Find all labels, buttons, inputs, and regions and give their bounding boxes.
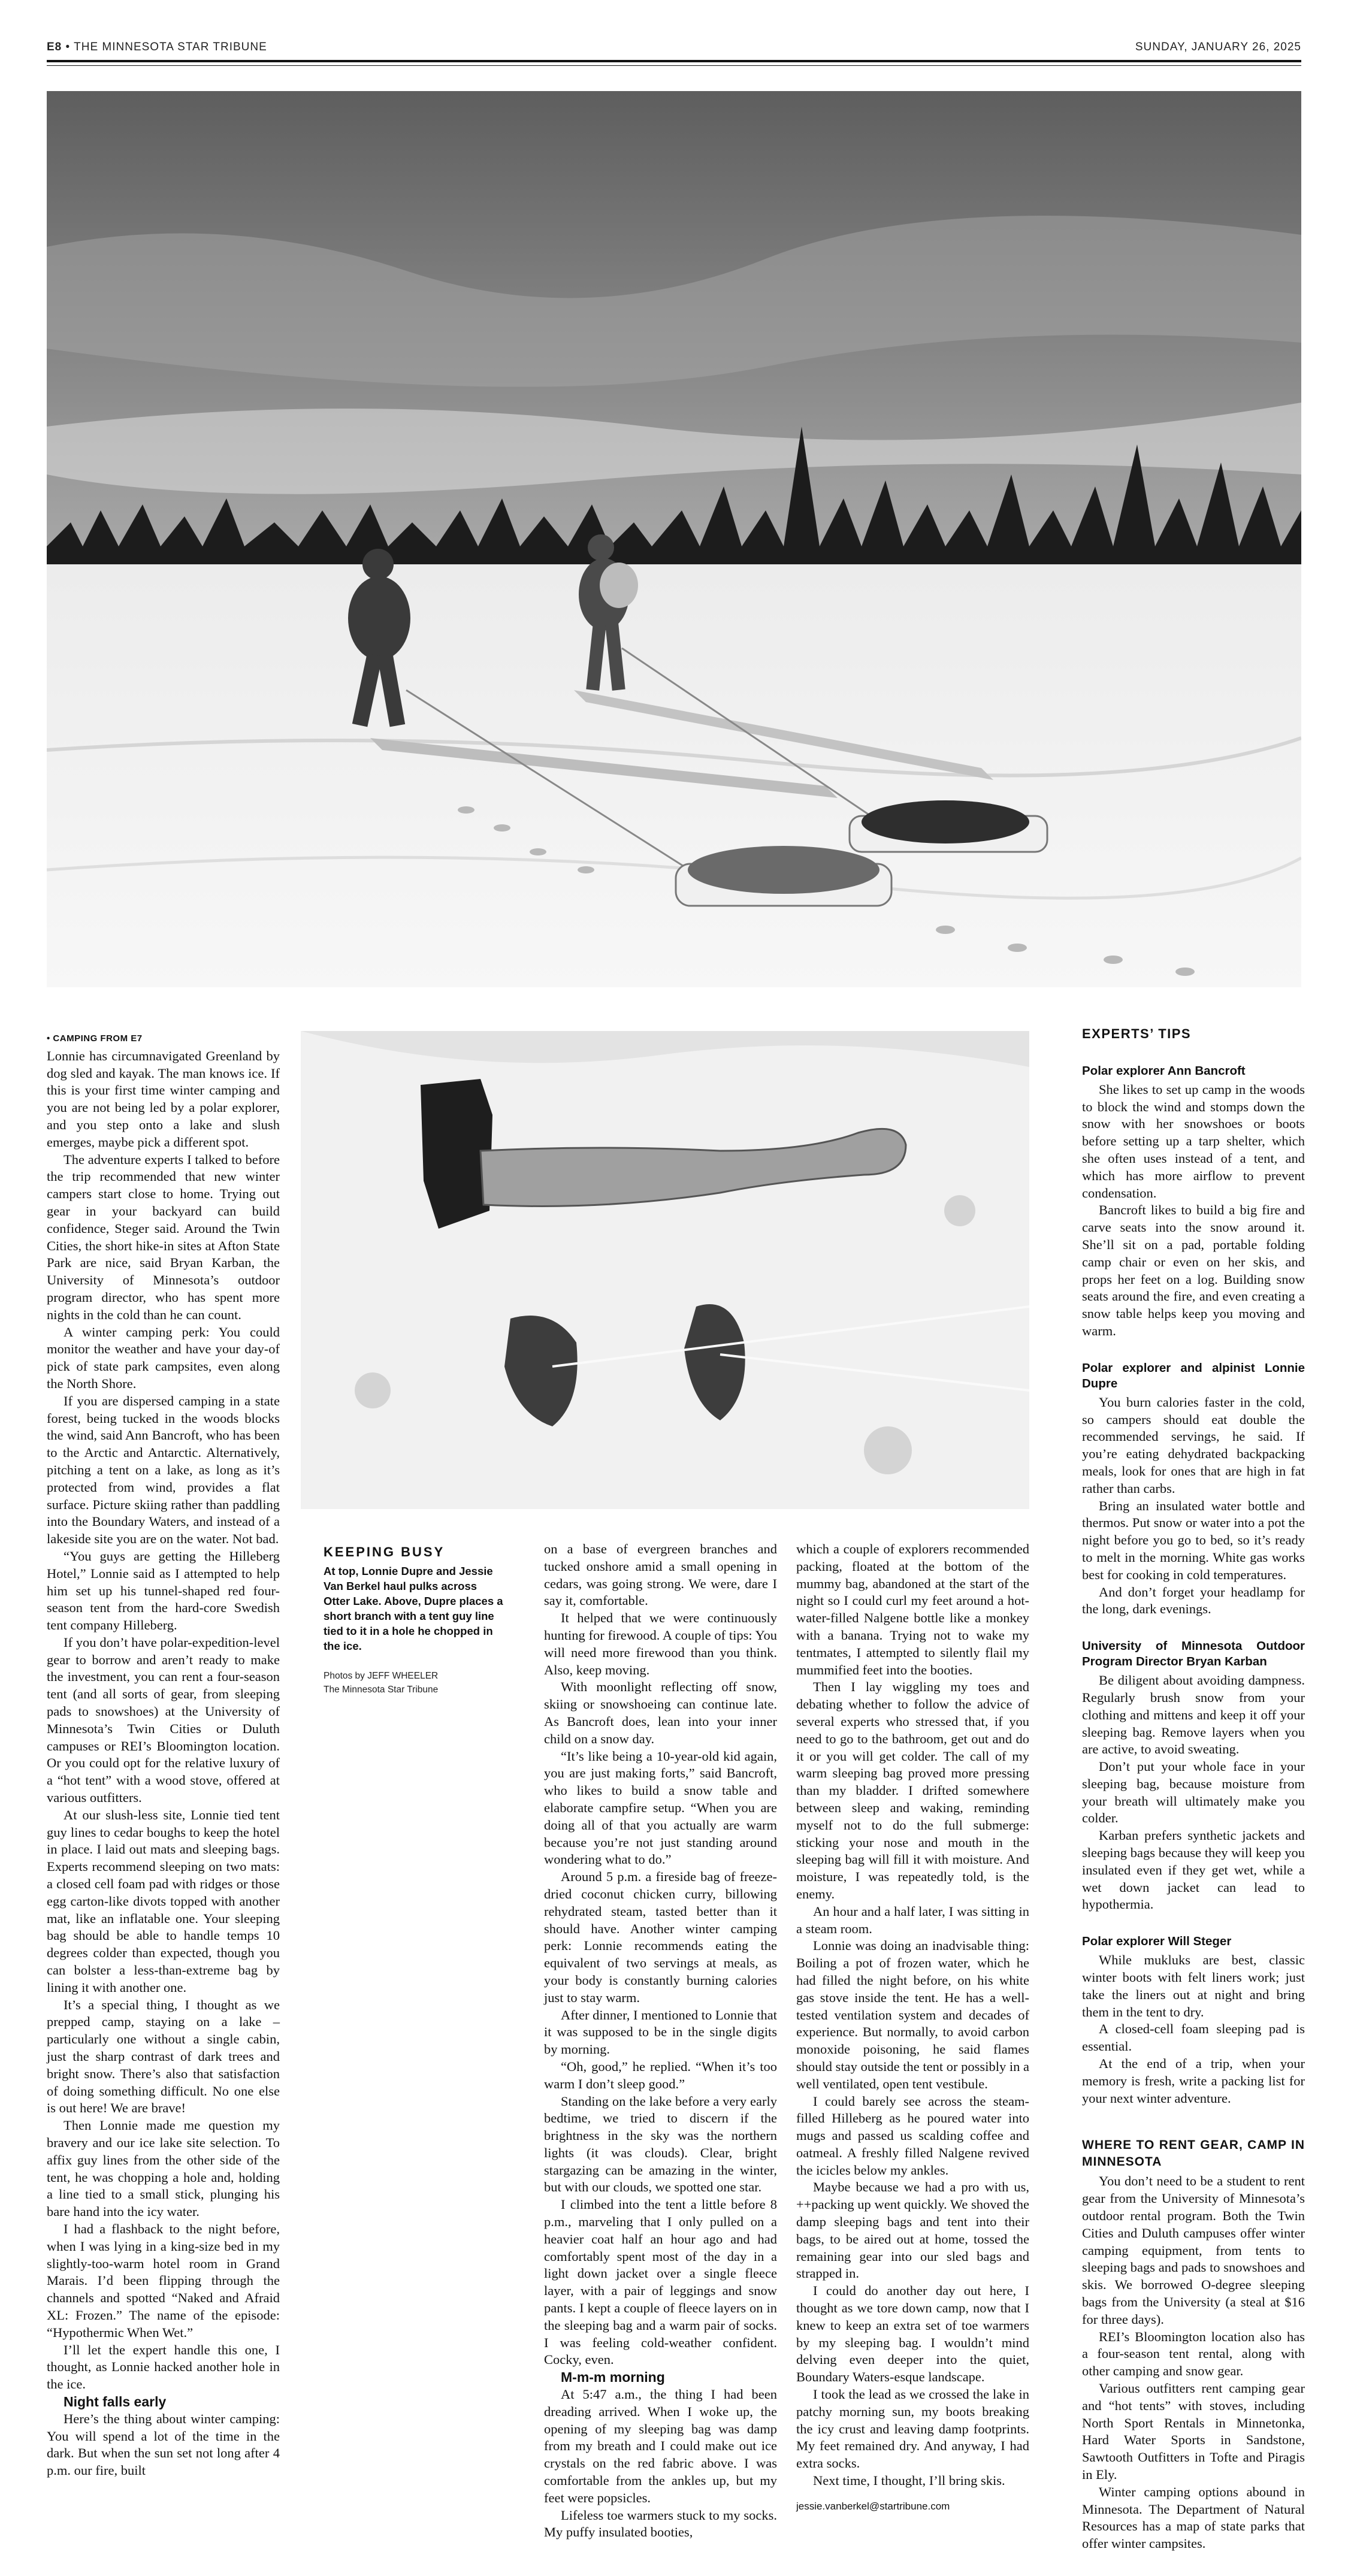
sidebar-subhead: Polar explorer and alpinist Lonnie Dupre bbox=[1082, 1360, 1305, 1390]
paragraph: Lonnie has circumnavigated Greenland by dog sled and kayak. The man knows ice. If this is your first time winter camping and you are not being led by a polar explorer, and you step onto a lake and slush emerges, maybe pick a different spot. bbox=[47, 1048, 280, 1150]
page-date: SUNDAY, JANUARY 26, 2025 bbox=[1135, 41, 1301, 53]
axe-photo-image bbox=[301, 1031, 1029, 1509]
paragraph: “You guys are getting the Hilleberg Hotel,” Lonnie said as I attempted to help him set up his tunnel-shaped red four-season tent from the hard-core Swedish tent company Hilleberg. bbox=[47, 1548, 280, 1633]
paragraph: She likes to set up camp in the woods to block the wind and stomps down the snow with her snowshoes or boots before setting up a tarp shelter, which she often uses instead of a tent, and which has more airflow to prevent condensation. bbox=[1082, 1081, 1305, 1201]
jump-line: • CAMPING FROM E7 bbox=[47, 1033, 143, 1044]
paragraph: It helped that we were continuously hunting for firewood. A couple of tips: You will need more firewood than you think. Also, keep moving. bbox=[544, 1610, 777, 1677]
paragraph: Lonnie was doing an inadvisable thing: Boiling a pot of frozen water, which he had filled the night before, on his white gas stove inside the tent. He has a well-tested ventilation system and decades of experience. But normally, to avoid carbon monoxide poisoning, he said flames should stay outside the tent or possibly in a well ventilated, open tent vestibule. bbox=[796, 1938, 1029, 2091]
paragraph: If you are dispersed camping in a state forest, being tucked in the woods blocks the wind, said Ann Bancroft, who has been to the Arctic and Antarctic. Alternatively, pitching a tent on a lake, as long as it’s protected from wind, provides a flat surface. Picture skiing rather than paddling into the Boundary Waters, and instead of a lakeside site you are on the water. Not bad. bbox=[47, 1393, 280, 1547]
sidebar-subhead: Polar explorer Will Steger bbox=[1082, 1934, 1232, 1949]
lake-photo-image bbox=[47, 91, 1301, 987]
paragraph: I climbed into the tent a little before 8 p.m., marveling that I only pulled on a heavier coat half an hour ago and had comfortably spent most of the day in a light down jacket over a single fleece layer, with a pair of leggings and snow pants. I kept a couple of fleece layers on in the sleeping bag and a warm pair of socks. I was feeling cold-weather confident. Cocky, even. bbox=[544, 2197, 777, 2368]
paragraph: Then Lonnie made me question my bravery and our ice lake site selection. To affix guy lines from the other side of the tent, he was chopping a hole and, holding a line tied to a small stick, plunging his bare hand into the icy water. bbox=[47, 2118, 280, 2220]
paragraph: Bancroft likes to build a big fire and carve seats into the snow around it. She’ll sit on a pad, portable folding camp chair or even on her skis, and props her feet on a log. Building snow seats around the fire, and even creating a snow table helps keep you moving and warm. bbox=[1082, 1202, 1305, 1338]
article-column-3 bbox=[544, 1541, 777, 2541]
paragraph: I’ll let the expert handle this one, I thought, as Lonnie hacked another hole in the ice. bbox=[47, 2342, 280, 2392]
paragraph: Don’t put your whole face in your sleeping bag, because moisture from your breath will ultimately make you colder. bbox=[1082, 1759, 1305, 1826]
axe-photo bbox=[301, 1031, 1029, 1509]
paragraph: I could barely see across the steam-filled Hilleberg as he poured water into mugs and passed us scalding coffee and oatmeal. A freshly filled Nalgene revived the icicles below my ankles. bbox=[796, 2093, 1029, 2178]
experts-tips-sidebar bbox=[1082, 1026, 1305, 2553]
paragraph: “Oh, good,” he replied. “When it’s too warm I don’t sleep good.” bbox=[544, 2058, 777, 2091]
paragraph: REI’s Bloomington location also has a four-season tent rental, along with other camping and snow gear. bbox=[1082, 2329, 1305, 2379]
paragraph: And don’t forget your headlamp for the long, dark evenings. bbox=[1082, 1584, 1305, 1617]
paragraph: Next time, I thought, I’ll bring skis. bbox=[813, 2473, 1005, 2489]
paragraph: A closed-cell foam sleeping pad is essential. bbox=[1082, 2021, 1305, 2054]
paragraph: You don’t need to be a student to rent gear from the University of Minnesota’s outdoor rental program. Both the Twin Cities and Duluth campuses offer winter camping equipment, from tents to sleeping bags and pads to snowshoes and skis. We borrowed O-degree sleeping bags from the University (a steal at $16 for three days). bbox=[1082, 2173, 1305, 2327]
paragraph: An hour and a half later, I was sitting in a steam room. bbox=[796, 1903, 1029, 1936]
paragraph: At the end of a trip, when your memory is fresh, write a packing list for your next winter adventure. bbox=[1082, 2056, 1305, 2106]
paragraph: Maybe because we had a pro with us, ++packing up went quickly. We shoved the damp sleeping bags and tent into their bags, to be aired out at home, tossed the remaining gear into our sled bags and strapped in. bbox=[796, 2179, 1029, 2281]
header-rule bbox=[47, 60, 1301, 62]
paragraph: It’s a special thing, I thought as we prepped camp, staying on a lake – particularly one without a single cabin, just the sharp contrast of dark trees and bright snow. There’s also that satisfaction of doing something difficult. No one else is out here! We are brave! bbox=[47, 1997, 280, 2116]
paragraph: Winter camping options abound in Minnesota. The Department of Natural Resources has a map of state parks that offer winter campsites. bbox=[1082, 2484, 1305, 2551]
subhead: M-m-m morning bbox=[561, 2369, 665, 2385]
paragraph: If you don’t have polar-expedition-level gear to borrow and aren’t ready to make the investment, you can rent a four-season tent (and all sorts of gear, from sleeping pads to snowshoes) at the University of Minnesota’s Twin Cities or Duluth campuses or REI’s Bloomington location. Or you could opt for the relative luxury of a “hot tent” with a wood stove, offered at various outfitters. bbox=[47, 1634, 280, 1806]
paragraph: Lifeless toe warmers stuck to my socks. My puffy insulated booties, bbox=[544, 2507, 777, 2540]
subhead: Night falls early bbox=[64, 2393, 167, 2409]
paragraph: Then I lay wiggling my toes and debating whether to follow the advice of several experts who stressed that, if you need to go to the bathroom, get out and do it or you will get colder. The call of my warm sleeping bag proved more pressing than my bladder. I drifted somewhere between sleep and waking, reminding myself not to do the full submerge: sticking your nose and mouth in the sleeping bag will fill it with moisture. And moisture, I was repeatedly told, is the enemy. bbox=[796, 1679, 1029, 1901]
article-column-1 bbox=[47, 1030, 280, 2480]
paragraph: on a base of evergreen branches and tucked onshore amid a small opening in cedars, was going strong. We were, dare I say it, comfortable. bbox=[544, 1541, 777, 1609]
page-number: E8 bbox=[47, 41, 62, 53]
paragraph: The adventure experts I talked to before the trip recommended that new winter campers start close to home. Trying out gear in your backyard can build confidence, Steger said. Around the Twin Cities, the short hike-in sites at Afton State Park are nice, said Bryan Karban, the University of Minnesota’s outdoor program director, who has spent more nights in the cold than he can count. bbox=[47, 1151, 280, 1322]
paragraph: I had a flashback to the night before, when I was lying in a king-size bed in my slightly-too-warm hotel room in Grand Marais. I’d been flipping through the channels and spotted “Naked and Afraid XL: Frozen.” The name of the episode: “Hypothermic When Wet.” bbox=[47, 2221, 280, 2340]
paragraph: which a couple of explorers recommended packing, floated at the bottom of the mummy bag, abandoned at the start of the night so I could curl my feet around a hot-water-filled Nalgene bottle like a monkey with a banana. Trying not to wake my tentmates, I attempted to silently flail my mummified feet into the booties. bbox=[796, 1541, 1029, 1677]
sidebar-subhead: Polar explorer Ann Bancroft bbox=[1082, 1063, 1246, 1078]
paragraph: At our slush-less site, Lonnie tied tent guy lines to cedar boughs to keep the hotel in place. I laid out mats and sleeping bags. Experts recommend sleeping on two mats: a closed cell foam pad with ridges or those egg carton-like divots topped with another mat, like an inflatable one. Your sleeping bag should be able to handle temps 10 degrees colder than expected, though you can bolster a less-than-extreme bag by lining it with another one. bbox=[47, 1807, 280, 1995]
paragraph: Various outfitters rent camping gear and “hot tents” with stoves, including North Sport Rentals in Minnetonka, Hard Water Sports in Sandstone, Sawtooth Outfitters in Tofte and Piragis in Ely. bbox=[1082, 2381, 1305, 2482]
sidebar-section-heading: WHERE TO RENT GEAR, CAMP IN MINNESOTA bbox=[1082, 2138, 1305, 2169]
paragraph: Here’s the thing about winter camping: You will spend a lot of the time in the dark. But when the sun set not long after 4 p.m. our fire, built bbox=[47, 2411, 280, 2478]
paragraph: With moonlight reflecting off snow, skiing or snowshoeing can continue late. As Bancroft does, lean into your inner child on a snow day. bbox=[544, 1679, 777, 1746]
header-rule-thin bbox=[47, 65, 1301, 66]
author-email: jessie.vanberkel@startribune.com bbox=[796, 2500, 950, 2512]
article-column-4 bbox=[796, 1541, 1029, 2515]
paragraph: At 5:47 a.m., the thing I had been dreading arrived. When I woke up, the opening of my sleeping bag was damp from my breath and I could make out ice crystals on the red fabric above. I was comfortable from the ankles up, but my feet were popsicles. bbox=[544, 2387, 777, 2505]
sidebar-title: EXPERTS’ TIPS bbox=[1082, 1026, 1192, 1041]
paragraph: Around 5 p.m. a fireside bag of freeze-dried coconut chicken curry, billowing rehydrated steam, tasted better than it should have. Another winter camping perk: Lonnie recommends eating the equivalent of two servings at meals, as your body is constantly burning calories just to stay warm. bbox=[544, 1869, 777, 2005]
lake-photo bbox=[47, 91, 1301, 987]
photo-caption bbox=[324, 1544, 503, 1697]
paragraph: Bring an insulated water bottle and thermos. Put snow or water into a pot the night before you go to bed, so it’s ready to melt in the morning. White gas works best for cooking in cold temperatures. bbox=[1082, 1498, 1305, 1582]
caption-title: KEEPING BUSY bbox=[324, 1544, 445, 1559]
photo-credit: Photos by JEFF WHEELER The Minnesota Star Tribune bbox=[324, 1671, 439, 1695]
paragraph: “It’s like being a 10-year-old kid again, you are just making forts,” said Bancroft, who likes to build a snow table and elaborate campfire setup. “When you are doing all of that you actually are warm because you’re not just standing around wondering what to do.” bbox=[544, 1748, 777, 1867]
paragraph: While mukluks are best, classic winter boots with felt liners work; just take the liners out at night and bring them in the tent to dry. bbox=[1082, 1952, 1305, 2019]
paragraph: Be diligent about avoiding dampness. Regularly brush snow from your clothing and mittens and keep it off your sleeping bag. Remove layers when you are active, to avoid sweating. bbox=[1082, 1673, 1305, 1757]
paragraph: You burn calories faster in the cold, so campers should eat double the recommended servings, he said. If you’re eating dehydrated backpacking meals, look for ones that are high in fat rather than carbs. bbox=[1082, 1394, 1305, 1496]
paragraph: Karban prefers synthetic jackets and sleeping bags because they will keep you insulated even if they get wet, while a wet down jacket can lead to hypothermia. bbox=[1082, 1828, 1305, 1912]
caption-text: At top, Lonnie Dupre and Jessie Van Berkel haul pulks across Otter Lake. Above, Dupre places a short branch with a tent guy line tied to it in a hole he chopped in the ice. bbox=[324, 1565, 503, 1652]
page-header: E8 • THE MINNESOTA STAR TRIBUNE SUNDAY, JANUARY 26, 2025 bbox=[47, 41, 1301, 53]
paper-name: THE MINNESOTA STAR TRIBUNE bbox=[74, 41, 267, 53]
sidebar-subhead: University of Minnesota Outdoor Program Director Bryan Karban bbox=[1082, 1639, 1305, 1669]
paragraph: Standing on the lake before a very early bedtime, we tried to discern if the brightness in the sky was the northern lights (it was clouds). Clear, bright stargazing can be amazing in the winter, but with our clouds, we spotted one star. bbox=[544, 2093, 777, 2195]
paragraph: A winter camping perk: You could monitor the weather and have your day-of pick of state park campsites, even along the North Shore. bbox=[47, 1324, 280, 1391]
paragraph: I could do another day out here, I thought as we tore down camp, now that I knew to keep an extra set of toe warmers by my sleeping bag. I wouldn’t mind delving even deeper into the quiet, Boundary Waters-esque landscape. bbox=[796, 2283, 1029, 2385]
paragraph: After dinner, I mentioned to Lonnie that it was supposed to be in the single digits by morning. bbox=[544, 2007, 777, 2057]
paragraph: I took the lead as we crossed the lake in patchy morning sun, my boots breaking the icy crust and leaving damp footprints. My feet remained dry. And anyway, I had extra socks. bbox=[796, 2387, 1029, 2471]
